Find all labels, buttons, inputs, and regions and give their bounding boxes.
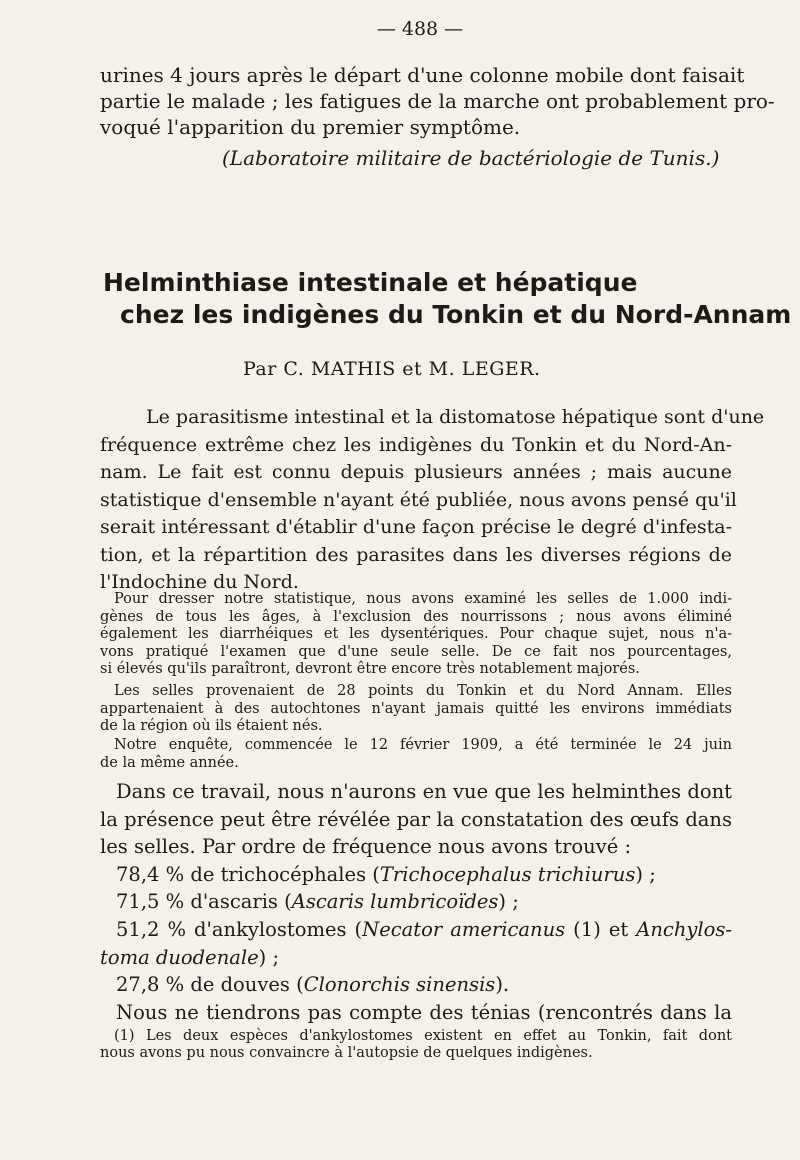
page-number: — 488 — xyxy=(376,18,464,40)
results-paragraph xyxy=(100,778,732,1026)
text-line: gènes de tous les âges, à l'exclusion des nourrissons ; nous avons éliminé xyxy=(100,608,732,625)
list-item-continuation: toma duodenale) ; xyxy=(100,945,280,969)
list-item: 78,4 % de trichocéphales (Trichocephalus trichiurus) ; xyxy=(116,862,656,886)
text-line: serait intéressant d'établir d'une façon précise le degré d'infesta- xyxy=(100,516,732,538)
list-item: 51,2 % d'ankylostomes (Necator americanus (1) et Anchylos- xyxy=(116,917,732,941)
text-line: Les selles provenaient de 28 points du Tonkin et du Nord Annam. Elles xyxy=(114,683,732,699)
text-line: également les diarrhéiques et les dysentériques. Pour chaque sujet, nous n'a- xyxy=(100,626,732,643)
text-line: nam. Le fait est connu depuis plusieurs années ; mais aucune xyxy=(100,461,732,483)
text-line: Notre enquête, commencée le 12 février 1909, a été terminée le 24 juin xyxy=(114,737,732,753)
laboratory-signature: (Laboratoire militaire de bactériologie de Tunis.) xyxy=(222,146,720,170)
text-line: l'Indochine du Nord. xyxy=(100,571,299,593)
text-line: Nous ne tiendrons pas compte des ténias (rencontrés dans la xyxy=(116,1000,732,1024)
text-line: Le parasitisme intestinal et la distomatose hépatique sont d'une xyxy=(146,406,765,428)
text-line: partie le malade ; les fatigues de la marche ont probablement pro- xyxy=(100,89,775,113)
text-line: de la même année. xyxy=(100,754,239,771)
text-line: statistique d'ensemble n'ayant été publiée, nous avons pensé qu'il xyxy=(100,488,737,511)
text-line: tion, et la répartition des parasites dans les diverses régions de xyxy=(100,543,732,566)
method-paragraph-3 xyxy=(100,737,732,772)
article-title-line-1: Helminthiase intestinale et hépatique xyxy=(103,268,638,297)
intro-paragraph xyxy=(100,404,765,597)
text-line: de la région où ils étaient nés. xyxy=(100,718,323,735)
method-paragraph-1 xyxy=(100,591,732,679)
paragraph-previous-article xyxy=(100,62,775,140)
text-line: urines 4 jours après le départ d'une colonne mobile dont faisait xyxy=(100,63,745,87)
text-line: fréquence extrême chez les indigènes du Tonkin et du Nord-An- xyxy=(100,433,732,456)
article-title-line-2: chez les indigènes du Tonkin et du Nord-Annam xyxy=(120,300,792,329)
list-item: 71,5 % d'ascaris (Ascaris lumbricoïdes) ; xyxy=(116,890,519,914)
text-line: les selles. Par ordre de fréquence nous avons trouvé : xyxy=(100,835,632,859)
text-line: (1) Les deux espèces d'ankylostomes existent en effet au Tonkin, fait dont xyxy=(114,1028,732,1044)
text-line: vons pratiqué l'examen que d'une seule selle. De ce fait nos pourcentages, xyxy=(100,643,732,660)
text-line: si élevés qu'ils paraîtront, devront être encore très notablement majorés. xyxy=(100,661,640,678)
article-authors: Par C. MATHIS et M. LEGER. xyxy=(243,358,541,380)
method-paragraph-2 xyxy=(100,683,732,736)
text-line: Dans ce travail, nous n'aurons en vue que les helminthes dont xyxy=(116,780,732,803)
footnote xyxy=(100,1028,732,1062)
text-line: la présence peut être révélée par la constatation des œufs dans xyxy=(100,807,732,831)
text-line: nous avons pu nous convaincre à l'autopsie de quelques indigènes. xyxy=(100,1045,593,1061)
text-line: voqué l'apparition du premier symptôme. xyxy=(100,115,521,139)
text-line: Pour dresser notre statistique, nous avons examiné les selles de 1.000 indi- xyxy=(114,591,732,607)
list-item: 27,8 % de douves (Clonorchis sinensis). xyxy=(116,973,510,997)
text-line: appartenaient à des autochtones n'ayant jamais quitté les environs immédiats xyxy=(100,700,732,717)
